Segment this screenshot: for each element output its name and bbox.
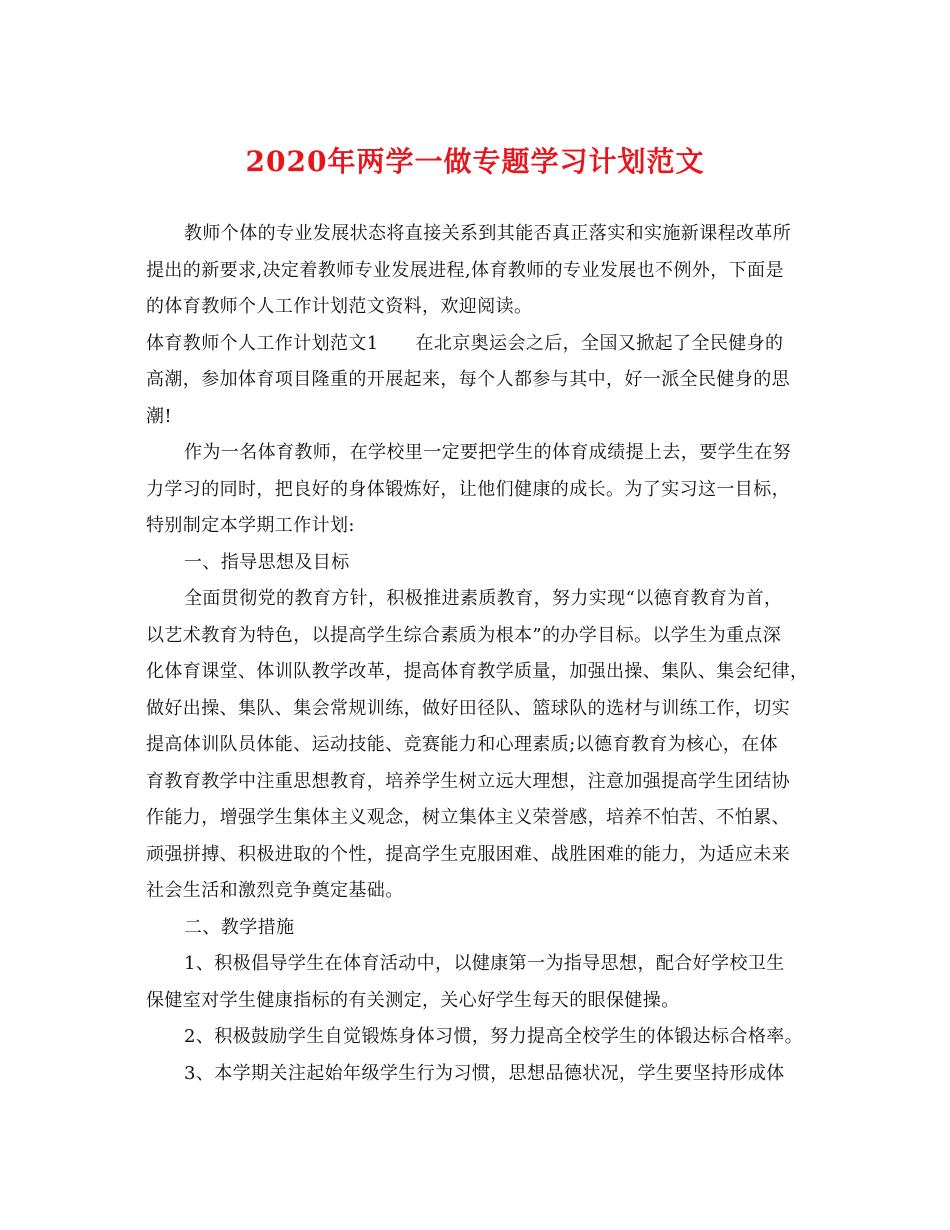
paragraph-line: 顽强拼搏、积极进取的个性，提高学生克服困难、战胜困难的能力，为适应未来 xyxy=(146,843,790,865)
paragraph-line: 育教育教学中注重思想教育，培养学生树立远大理想，注意加强提高学生团结协 xyxy=(146,770,790,792)
paragraph-line: 教师个体的专业发展状态将直接关系到其能否真正落实和实施新课程改革所 xyxy=(184,223,792,244)
paragraph-line: 体育教师个人工作计划范文1 在北京奥运会之后，全国又掀起了全民健身的 xyxy=(146,332,784,354)
paragraph-line: 化体育课堂、体训队教学改革，提高体育教学质量，加强出操、集队、集会纪律， xyxy=(146,661,809,682)
paragraph-line: 高潮，参加体育项目隆重的开展起来，每个人都参与其中，好一派全民健身的思 xyxy=(146,369,790,390)
paragraph-line: 3、本学期关注起始年级学生行为习惯，思想品德状况，学生要坚持形成体 xyxy=(184,1062,785,1084)
document-body xyxy=(146,216,809,1092)
paragraph-line: 二、教学措施 xyxy=(184,916,295,938)
paragraph-line: 社会生活和激烈竞争奠定基础。 xyxy=(146,880,404,901)
paragraph-line: 潮! xyxy=(146,405,173,427)
document-title: 2020年两学一做专题学习计划范文 xyxy=(245,145,705,178)
paragraph-line: 提高体训队员体能、运动技能、竞赛能力和心理素质;以德育教育为核心，在体 xyxy=(146,734,779,755)
paragraph-line: 全面贯彻党的教育方针，积极推进素质教育，努力实现“以德育教育为首， xyxy=(184,588,783,609)
paragraph-line: 保健室对学生健康指标的有关测定，关心好学生每天的眼保健操。 xyxy=(146,989,680,1011)
paragraph-line: 提出的新要求,决定着教师专业发展进程,体育教师的专业发展也不例外，下面是 xyxy=(146,259,784,281)
paragraph-line: 以艺术教育为特色，以提高学生综合素质为根本”的办学目标。以学生为重点深 xyxy=(146,624,782,646)
paragraph-line: 力学习的同时，把良好的身体锻炼好，让他们健康的成长。为了实习这一目标， xyxy=(146,478,790,500)
paragraph-line: 作为一名体育教师，在学校里一定要把学生的体育成绩提上去，要学生在努 xyxy=(184,442,792,463)
paragraph-line: 作能力，增强学生集体主义观念，树立集体主义荣誉感，培养不怕苦、不怕累、 xyxy=(146,807,790,828)
paragraph-line: 1、积极倡导学生在体育活动中，以健康第一为指导思想，配合好学校卫生 xyxy=(184,953,785,974)
paragraph-line: 特别制定本学期工作计划: xyxy=(146,515,355,536)
paragraph-line: 一、指导思想及目标 xyxy=(184,551,350,573)
paragraph-line: 的体育教师个人工作计划范文资料，欢迎阅读。 xyxy=(146,296,533,317)
paragraph-line: 2、积极鼓励学生自觉锻炼身体习惯，努力提高全校学生的体锻达标合格率。 xyxy=(184,1026,804,1047)
paragraph-line: 做好出操、集队、集会常规训练，做好田径队、篮球队的选材与训练工作，切实 xyxy=(146,697,790,719)
